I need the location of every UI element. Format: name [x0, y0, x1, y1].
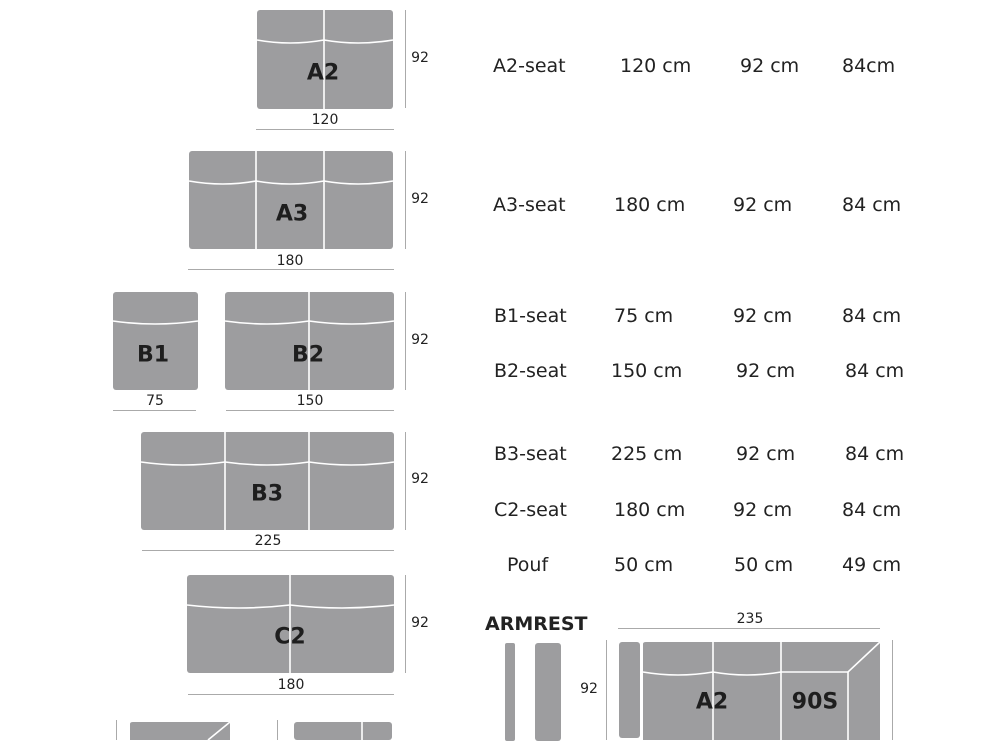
sofa-partial-left [130, 722, 235, 742]
width-line [188, 694, 394, 695]
table-cell-model: B1-seat [494, 305, 567, 327]
width-line [113, 410, 196, 411]
width-label: 180 [276, 253, 304, 269]
table-cell-height: 84cm [842, 55, 896, 77]
module-code-c2: C2 [274, 624, 306, 650]
combo-guide-line [892, 640, 893, 740]
table-cell-model: C2-seat [494, 499, 567, 521]
module-code-a3: A3 [275, 201, 309, 227]
table-cell-model: A2-seat [493, 55, 566, 77]
width-label: 225 [254, 533, 282, 549]
table-cell-depth: 92 cm [733, 194, 793, 216]
width-label: 150 [296, 393, 324, 409]
table-cell-depth: 92 cm [736, 360, 796, 382]
table-cell-width: 150 cm [611, 360, 683, 382]
armrest-slim [505, 643, 517, 743]
combo-depth-label: 92 [580, 681, 598, 697]
combo-width-line [618, 628, 880, 629]
combo-depth-line [606, 640, 607, 740]
table-cell-height: 84 cm [845, 443, 905, 465]
table-cell-width: 225 cm [611, 443, 683, 465]
width-label: 120 [311, 112, 339, 128]
width-line [256, 129, 394, 130]
table-cell-model: A3-seat [493, 194, 566, 216]
depth-label: 92 [411, 615, 429, 631]
table-cell-height: 49 cm [842, 554, 902, 576]
module-code-b1: B1 [136, 342, 170, 368]
guide-line [277, 720, 278, 740]
table-cell-depth: 92 cm [733, 305, 793, 327]
table-cell-height: 84 cm [842, 305, 902, 327]
depth-label: 92 [411, 50, 429, 66]
combo-code-right: 90S [791, 689, 839, 715]
table-cell-height: 84 cm [842, 499, 902, 521]
width-label: 75 [146, 393, 164, 409]
table-cell-depth: 92 cm [733, 499, 793, 521]
depth-line [405, 432, 406, 530]
depth-line [405, 292, 406, 390]
width-line [142, 550, 394, 551]
width-line [188, 269, 394, 270]
module-code-a2: A2 [306, 60, 340, 86]
table-cell-depth: 50 cm [734, 554, 794, 576]
table-cell-depth: 92 cm [736, 443, 796, 465]
depth-label: 92 [411, 471, 429, 487]
table-cell-width: 180 cm [614, 194, 686, 216]
depth-line [405, 151, 406, 249]
table-cell-width: 120 cm [620, 55, 692, 77]
guide-line [116, 720, 117, 740]
width-line [226, 410, 394, 411]
table-cell-width: 75 cm [614, 305, 674, 327]
module-code-b3: B3 [250, 481, 284, 507]
module-code-b2: B2 [291, 342, 325, 368]
armrest-wide [535, 643, 563, 743]
table-cell-model: Pouf [507, 554, 549, 576]
combo-sofa [618, 642, 883, 740]
sofa-partial-right [294, 722, 394, 742]
width-label: 180 [277, 677, 305, 693]
combo-code-left: A2 [695, 689, 729, 715]
depth-line [405, 575, 406, 673]
armrest-title: ARMREST [485, 613, 588, 635]
table-cell-model: B3-seat [494, 443, 567, 465]
table-cell-height: 84 cm [845, 360, 905, 382]
table-cell-depth: 92 cm [740, 55, 800, 77]
table-cell-width: 180 cm [614, 499, 686, 521]
table-cell-height: 84 cm [842, 194, 902, 216]
depth-line [405, 10, 406, 108]
table-cell-model: B2-seat [494, 360, 567, 382]
depth-label: 92 [411, 191, 429, 207]
depth-label: 92 [411, 332, 429, 348]
table-cell-width: 50 cm [614, 554, 674, 576]
combo-width-label: 235 [736, 611, 764, 627]
